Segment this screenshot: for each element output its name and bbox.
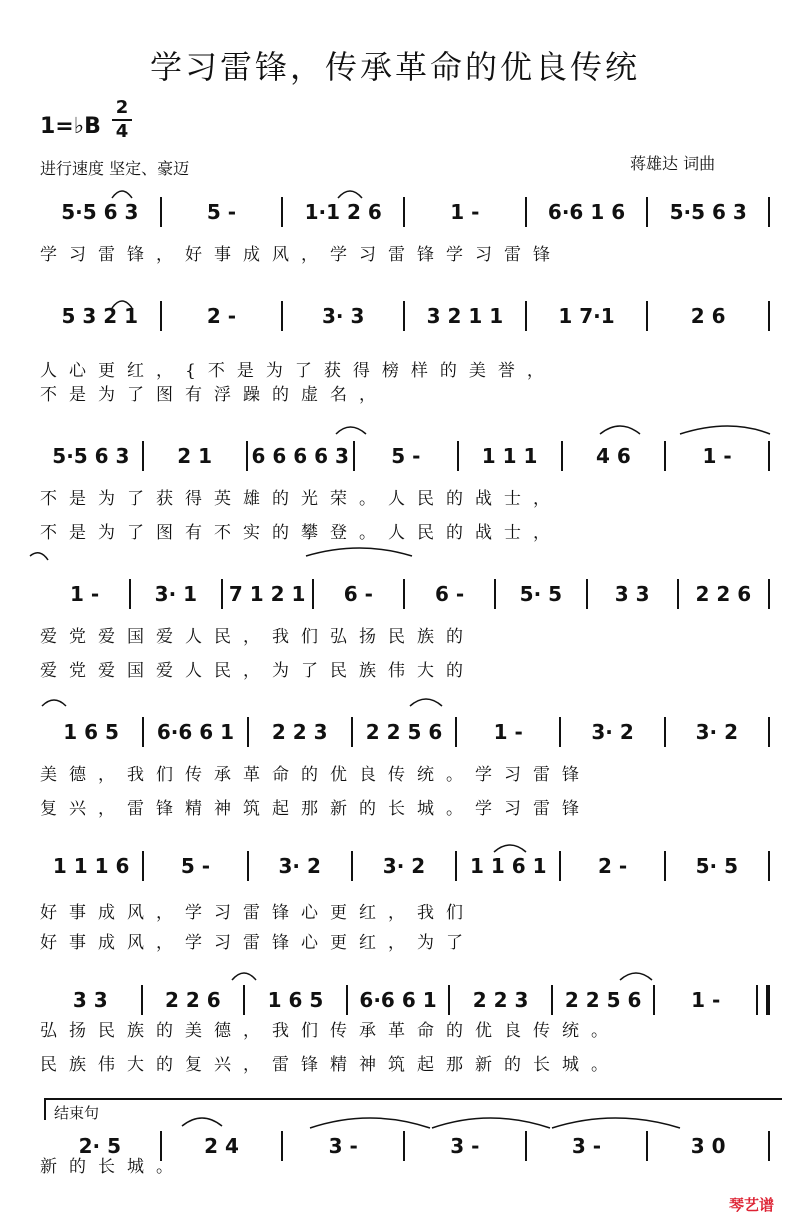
measure: 2 4	[204, 1134, 239, 1158]
measure: 3· 2	[591, 720, 634, 744]
measure: 3· 1	[154, 582, 198, 606]
measure: 3 0	[690, 1134, 726, 1158]
barline	[768, 197, 770, 227]
page-title: 学习雷锋，传承革命的优良传统	[149, 48, 640, 86]
measure: 3 -	[450, 1134, 480, 1158]
measure: 1 1 1	[481, 444, 538, 468]
lyric-line: 学习雷锋，好事成风，学习雷锋学习雷锋	[40, 244, 562, 265]
measure: 7 1 2 1	[228, 582, 306, 606]
measure: 3 -	[328, 1134, 358, 1158]
measure: 2 -	[597, 854, 628, 878]
tempo-marking: 进行速度 坚定、豪迈	[40, 159, 190, 178]
measure: 2 2 5 6	[564, 988, 642, 1012]
measure: 5 3 2 1	[61, 304, 139, 328]
measure: 2 2 3	[472, 988, 529, 1012]
watermark-logo: 琴艺谱	[728, 1196, 774, 1214]
measure: 2 2 5 6	[365, 720, 443, 744]
measure: 5·5 6 3	[52, 444, 130, 468]
coda-label: 结束句	[54, 1104, 100, 1122]
lyric-line: 复兴，雷锋精神筑起那新的长城。学习雷锋	[40, 798, 591, 819]
measure: 5 -	[206, 200, 237, 224]
measure: 6 6 6 6 3	[251, 444, 349, 468]
barline	[756, 985, 770, 1015]
measure: 1 1 6 1	[469, 854, 547, 878]
measure: 5 -	[180, 854, 211, 878]
notation-system	[40, 578, 770, 610]
lyric-line: 不是为了获得英雄的光荣。人民的战士，	[40, 488, 562, 509]
measure: 3 3	[614, 582, 650, 606]
barline	[768, 717, 770, 747]
time-sig-bottom: 4	[115, 121, 129, 142]
coda-bracket	[44, 1098, 782, 1120]
measure: 1 6 5	[63, 720, 119, 744]
measure: 6·6 6 1	[359, 988, 437, 1012]
barline	[768, 579, 770, 609]
key-signature: 1=♭B	[40, 114, 101, 139]
measure: 6 -	[343, 582, 373, 606]
measure: 2 2 6	[695, 582, 752, 606]
lyric-line: 好事成风，学习雷锋心更红，为了	[40, 932, 475, 953]
measure: 6 -	[435, 582, 465, 606]
measure: 5· 5	[519, 582, 563, 606]
measure: 3· 2	[278, 854, 321, 878]
measure: 1 -	[702, 444, 732, 468]
measure: 3 -	[571, 1134, 602, 1158]
lyric-line: 民族伟大的复兴，雷锋精神筑起那新的长城。	[40, 1054, 620, 1075]
lyric-line: 好事成风，学习雷锋心更红，我们	[40, 902, 475, 923]
measure: 1 6 5	[267, 988, 324, 1012]
measure: 2 -	[206, 304, 237, 328]
notation-system	[40, 984, 770, 1016]
measure: 6·6 1 6	[547, 200, 626, 224]
measure: 5·5 6 3	[61, 200, 139, 224]
notation-system	[40, 440, 770, 472]
measure: 2 2 6	[165, 988, 221, 1012]
lyric-line: 美德，我们传承革命的优良传统。学习雷锋	[40, 764, 591, 785]
barline	[768, 301, 770, 331]
measure: 3· 3	[321, 304, 365, 328]
measure: 2· 5	[78, 1134, 122, 1158]
notation-system	[40, 196, 770, 228]
lyric-line: 爱党爱国爱人民，我们弘扬民族的	[40, 626, 475, 647]
lyric-line: 弘扬民族的美德，我们传承革命的优良传统。	[40, 1020, 620, 1041]
measure: 2 2 3	[271, 720, 328, 744]
lyric-line: 爱党爱国爱人民，为了民族伟大的	[40, 660, 475, 681]
lyric-line: 新的长城。	[40, 1156, 185, 1177]
time-sig-top: 2	[115, 97, 129, 118]
measure: 3· 2	[382, 854, 426, 878]
author-credit: 蒋雄达 词曲	[630, 154, 716, 173]
measure: 4 6	[595, 444, 631, 468]
measure: 3 3	[72, 988, 108, 1012]
measure: 1 1 1 6	[52, 854, 130, 878]
lyric-line: 不是为了图有不实的攀登。人民的战士，	[40, 522, 562, 543]
measure: 6·6 6 1	[156, 720, 235, 744]
notation-system	[40, 300, 770, 332]
notation-system	[40, 850, 770, 882]
measure: 5· 5	[695, 854, 739, 878]
measure: 1 -	[70, 582, 100, 606]
lyric-line: 人心更红，{不是为了获得榜样的美誉，	[40, 360, 556, 381]
measure: 5 -	[391, 444, 421, 468]
measure: 1 -	[450, 200, 480, 224]
time-signature	[112, 98, 132, 142]
measure: 1 7·1	[558, 304, 615, 328]
notation-system	[40, 716, 770, 748]
lyric-line: 不是为了图有浮躁的虚名，	[40, 384, 388, 405]
barline	[768, 851, 770, 881]
barline	[768, 441, 770, 471]
measure: 3 2 1 1	[426, 304, 504, 328]
measure: 1 -	[691, 988, 721, 1012]
measure: 2 1	[177, 444, 213, 468]
measure: 1 -	[493, 720, 523, 744]
measure: 5·5 6 3	[669, 200, 747, 224]
measure: 2 6	[690, 304, 726, 328]
measure: 3· 2	[695, 720, 739, 744]
measure: 1·1 2 6	[304, 200, 382, 224]
